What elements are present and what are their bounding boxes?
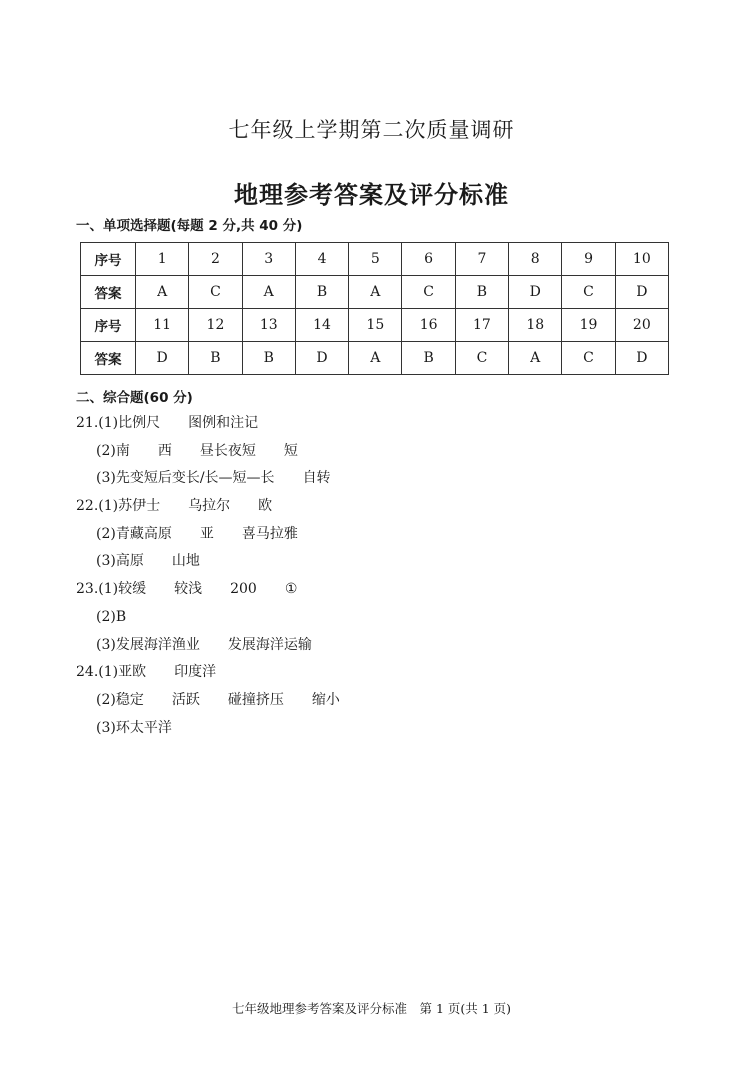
answer-text: 欧 [258, 498, 273, 515]
answer-line [76, 636, 676, 664]
table-row-answers [81, 342, 669, 375]
answer-text: 缩小 [311, 691, 340, 708]
question-number-cell: 17 [455, 309, 508, 342]
table-row-answers [81, 276, 669, 309]
answer-cell: C [189, 276, 242, 309]
question-number-cell: 2 [189, 243, 242, 276]
comprehensive-answers [76, 414, 676, 746]
answer-text: ① [284, 581, 298, 598]
answer-cell: D [509, 276, 562, 309]
table-row-numbers [81, 243, 669, 276]
answer-text: 稳定 [115, 691, 144, 708]
answer-cell: A [509, 342, 562, 375]
answer-cell: A [349, 342, 402, 375]
answer-cell: A [136, 276, 189, 309]
question-number-cell: 12 [189, 309, 242, 342]
answer-line [76, 497, 676, 525]
question-number-cell: 4 [295, 243, 348, 276]
question-number-cell: 8 [509, 243, 562, 276]
answer-line [76, 580, 676, 608]
section-1-heading: 一、单项选择题(每题 2 分,共 40 分) [76, 218, 303, 234]
answer-text: 昼长夜短 [199, 442, 256, 459]
answer-text: 较浅 [174, 581, 203, 598]
answer-cell: B [402, 342, 455, 375]
answer-table [80, 242, 669, 375]
answer-text: 图例和注记 [188, 415, 259, 431]
answer-cell: A [349, 276, 402, 309]
answer-cell: C [402, 276, 455, 309]
row-label-number: 序号 [81, 309, 136, 342]
answer-line [76, 663, 676, 691]
answer-line [76, 719, 676, 747]
answer-cell: D [295, 342, 348, 375]
answer-text: 先变短后变长/长—短—长 [115, 470, 275, 487]
answer-text: 西 [157, 442, 172, 459]
question-prefix: 23.(1) [76, 581, 119, 598]
answer-text: 青藏高原 [115, 525, 172, 542]
question-prefix: (2) [96, 525, 116, 542]
question-prefix: (2) [96, 442, 116, 459]
question-prefix: (3) [96, 553, 116, 570]
answer-text: 环太平洋 [115, 719, 172, 736]
answer-text: 喜马拉雅 [241, 525, 298, 542]
answer-cell: B [295, 276, 348, 309]
answer-cell: B [455, 276, 508, 309]
answer-text: 发展海洋运输 [227, 636, 312, 653]
answer-cell: B [189, 342, 242, 375]
answer-text: 短 [283, 442, 298, 459]
answer-line [76, 442, 676, 470]
question-number-cell: 9 [562, 243, 615, 276]
answer-cell: D [615, 342, 668, 375]
page-footer: 七年级地理参考答案及评分标准 第 1 页(共 1 页) [231, 1001, 512, 1016]
answer-cell: C [562, 342, 615, 375]
question-number-cell: 3 [242, 243, 295, 276]
answer-text: 山地 [171, 553, 200, 570]
answer-cell: C [455, 342, 508, 375]
answer-text: 亚欧 [118, 664, 147, 681]
answer-text: 乌拉尔 [188, 498, 231, 515]
question-number-cell: 7 [455, 243, 508, 276]
answer-cell: A [242, 276, 295, 309]
row-label-number: 序号 [81, 243, 136, 276]
answer-text: 比例尺 [118, 415, 161, 431]
answer-line [76, 691, 676, 719]
question-prefix: (3) [96, 470, 116, 487]
question-number-cell: 6 [402, 243, 455, 276]
question-number-cell: 10 [615, 243, 668, 276]
table-row-numbers [81, 309, 669, 342]
answer-text: 亚 [199, 525, 214, 542]
row-label-answer: 答案 [81, 342, 136, 375]
answer-text: 自转 [302, 470, 331, 487]
answer-text: 较缓 [118, 581, 147, 598]
answer-text: 南 [115, 442, 130, 459]
question-prefix: 24.(1) [76, 664, 119, 681]
answer-text: B [115, 608, 127, 625]
question-prefix: (3) [96, 719, 116, 736]
answer-line [76, 525, 676, 553]
answer-line [76, 469, 676, 497]
question-prefix: (2) [96, 691, 116, 708]
question-number-cell: 14 [295, 309, 348, 342]
page-subtitle: 地理参考答案及评分标准 [234, 181, 509, 209]
question-prefix: (3) [96, 636, 116, 653]
answer-text: 200 [230, 581, 257, 598]
answer-cell: D [615, 276, 668, 309]
answer-text: 印度洋 [174, 664, 217, 681]
answer-text: 活跃 [171, 691, 200, 708]
section-2-heading: 二、综合题(60 分) [76, 390, 193, 406]
question-number-cell: 13 [242, 309, 295, 342]
answer-line [76, 608, 676, 636]
answer-text: 高原 [115, 553, 144, 570]
question-number-cell: 11 [136, 309, 189, 342]
question-prefix: (2) [96, 608, 116, 625]
question-number-cell: 15 [349, 309, 402, 342]
question-number-cell: 5 [349, 243, 402, 276]
answer-cell: C [562, 276, 615, 309]
answer-line [76, 552, 676, 580]
question-number-cell: 1 [136, 243, 189, 276]
answer-line [76, 414, 676, 442]
row-label-answer: 答案 [81, 276, 136, 309]
answer-cell: D [136, 342, 189, 375]
page-title: 七年级上学期第二次质量调研 [228, 118, 515, 142]
answer-cell: B [242, 342, 295, 375]
question-number-cell: 18 [509, 309, 562, 342]
answer-text: 碰撞挤压 [227, 691, 284, 708]
question-prefix: 22.(1) [76, 498, 119, 515]
answer-text: 苏伊士 [118, 498, 161, 515]
question-prefix: 21.(1) [76, 415, 119, 431]
answer-text: 发展海洋渔业 [115, 636, 200, 653]
question-number-cell: 20 [615, 309, 668, 342]
question-number-cell: 16 [402, 309, 455, 342]
question-number-cell: 19 [562, 309, 615, 342]
